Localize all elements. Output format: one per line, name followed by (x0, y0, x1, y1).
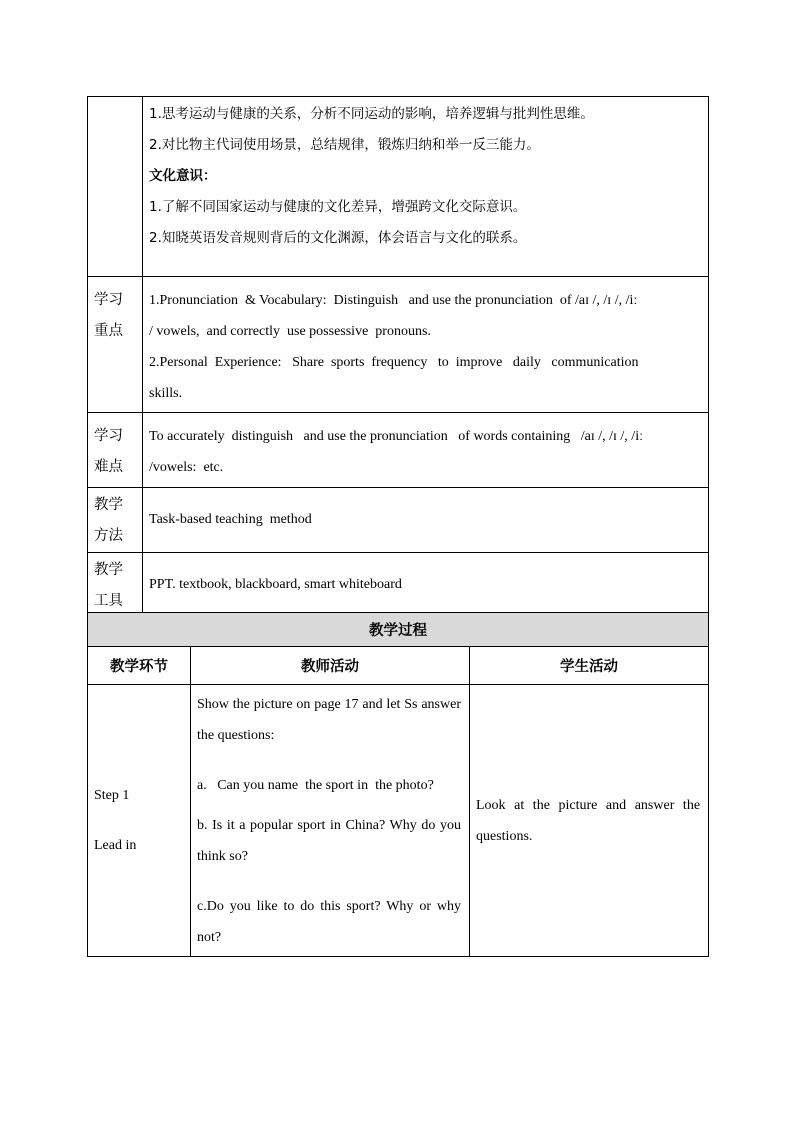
method-label (88, 488, 143, 553)
objectives-cell (143, 97, 709, 277)
process-row-step1 (88, 685, 709, 957)
student-activity-cell (470, 685, 709, 957)
teaching-process-table (87, 612, 709, 957)
difficulties-row (88, 413, 709, 488)
teacher-intro: Show the picture on page 17 and let Ss answer the questions: (197, 697, 461, 743)
method-row (88, 488, 709, 553)
objectives-row (88, 97, 709, 277)
col-header-teacher: 教师活动 (191, 647, 470, 685)
difficulties-cell (143, 413, 709, 488)
teacher-activity-cell (191, 685, 470, 957)
key-point-line-4: skills. (149, 386, 183, 401)
tools-label (88, 553, 143, 618)
culture-line-2: 2.知晓英语发音规则背后的文化渊源，体会语言与文化的联系。 (149, 230, 527, 246)
tools-label-line-1: 教学 (94, 562, 123, 578)
method-cell (143, 488, 709, 553)
process-title: 教学过程 (88, 613, 709, 647)
stage-name: Lead in (94, 837, 137, 853)
tools-value: PPT. textbook, blackboard, smart whiteboard (149, 577, 402, 592)
tools-cell (143, 553, 709, 618)
col-header-stage: 教学环节 (88, 647, 191, 685)
key-points-label-line-2: 重点 (94, 323, 123, 339)
question-a: a. Can you name the sport in the photo? (197, 778, 434, 793)
stage-step: Step 1 (94, 787, 130, 803)
key-points-label-line-1: 学习 (94, 292, 123, 308)
key-point-line-3: 2.Personal Experience: Share sports frequency to improve daily communication (149, 355, 639, 370)
difficulties-label (88, 413, 143, 488)
objective-line-1: 1.思考运动与健康的关系，分析不同运动的影响，培养逻辑与批判性思维。 (149, 106, 594, 122)
tools-row (88, 553, 709, 618)
key-points-label (88, 277, 143, 413)
difficulty-line-2: /vowels: etc. (149, 460, 224, 475)
method-label-line-1: 教学 (94, 497, 123, 513)
tools-label-line-2: 工具 (94, 593, 123, 609)
method-label-line-2: 方法 (94, 528, 123, 544)
col-header-student: 学生活动 (470, 647, 709, 685)
process-title-row (88, 613, 709, 647)
key-points-row (88, 277, 709, 413)
difficulty-line-1: To accurately distinguish and use the pronunciation of words containing /aɪ /, /ɪ /, /iː (149, 429, 643, 444)
culture-heading: 文化意识： (149, 168, 217, 184)
culture-line-1: 1.了解不同国家运动与健康的文化差异，增强跨文化交际意识。 (149, 199, 527, 215)
key-points-cell (143, 277, 709, 413)
difficulties-label-line-2: 难点 (94, 459, 123, 475)
difficulties-label-line-1: 学习 (94, 428, 123, 444)
question-c: c.Do you like to do this sport? Why or why not? (197, 899, 461, 945)
lesson-info-table (87, 96, 709, 618)
stage-cell (88, 685, 191, 957)
key-point-line-1: 1.Pronunciation & Vocabulary: Distinguish and use the pronunciation of /aɪ /, /ɪ /, /iː (149, 293, 638, 308)
objective-line-2: 2.对比物主代词使用场景，总结规律，锻炼归纳和举一反三能力。 (149, 137, 540, 153)
process-column-header-row (88, 647, 709, 685)
question-b: b. Is it a popular sport in China? Why do you think so? (197, 818, 461, 864)
student-activity: Look at the picture and answer the questions. (476, 797, 701, 844)
objectives-label-cell (88, 97, 143, 277)
method-value: Task-based teaching method (149, 512, 312, 527)
key-point-line-2: / vowels, and correctly use possessive pronouns. (149, 324, 431, 339)
